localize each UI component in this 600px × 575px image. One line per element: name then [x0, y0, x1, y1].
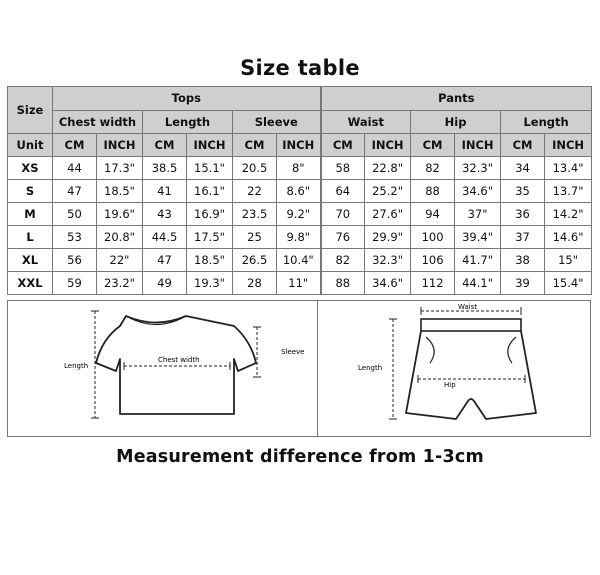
table-cell: 37"	[455, 203, 501, 226]
table-cell: 27.6"	[365, 203, 411, 226]
unit-header: INCH	[187, 134, 233, 157]
measure-header: Length	[501, 110, 592, 134]
table-cell: 59	[53, 272, 97, 295]
tops-diagram	[7, 300, 318, 437]
table-cell: 39	[501, 272, 545, 295]
table-cell: 47	[53, 180, 97, 203]
table-row	[8, 203, 592, 226]
table-cell: 26.5	[233, 249, 277, 272]
table-cell: 15"	[545, 249, 592, 272]
tops-length-label: Length	[64, 362, 89, 370]
pants-hip-label: Hip	[444, 381, 456, 389]
unit-header: INCH	[277, 134, 321, 157]
table-cell: 41.7"	[455, 249, 501, 272]
table-cell: 15.1"	[187, 157, 233, 180]
table-cell: 44.5	[143, 226, 187, 249]
unit-header: CM	[233, 134, 277, 157]
measurement-note: Measurement difference from 1-3cm	[116, 447, 484, 467]
shirt-outline	[96, 316, 256, 414]
table-cell: 11"	[277, 272, 321, 295]
table-cell: 8"	[277, 157, 321, 180]
category-header-row	[8, 87, 592, 111]
table-cell: 112	[411, 272, 455, 295]
table-cell: 82	[321, 249, 365, 272]
table-cell: 19.6"	[97, 203, 143, 226]
table-row	[8, 249, 592, 272]
unit-header: CM	[411, 134, 455, 157]
table-cell: 36	[501, 203, 545, 226]
measure-header: Sleeve	[233, 110, 321, 134]
table-row	[8, 157, 592, 180]
table-cell: 38	[501, 249, 545, 272]
table-cell: 94	[411, 203, 455, 226]
size-header: Size	[8, 87, 53, 134]
size-table	[7, 86, 592, 295]
page-title: Size table	[240, 56, 360, 80]
tops-chest-label: Chest width	[158, 356, 200, 364]
table-cell: 34	[501, 157, 545, 180]
measure-header: Waist	[321, 110, 411, 134]
size-label: S	[8, 180, 53, 203]
table-cell: 14.2"	[545, 203, 592, 226]
table-cell: 13.7"	[545, 180, 592, 203]
measure-header: Hip	[411, 110, 501, 134]
table-cell: 76	[321, 226, 365, 249]
unit-header: CM	[53, 134, 97, 157]
pants-waist-label: Waist	[458, 303, 478, 311]
table-cell: 34.6"	[455, 180, 501, 203]
tops-header: Tops	[53, 87, 321, 111]
table-cell: 82	[411, 157, 455, 180]
table-cell: 23.2"	[97, 272, 143, 295]
size-label: L	[8, 226, 53, 249]
shorts-waistband	[421, 319, 521, 331]
table-cell: 32.3"	[365, 249, 411, 272]
table-cell: 19.3"	[187, 272, 233, 295]
table-cell: 32.3"	[455, 157, 501, 180]
table-cell: 18.5"	[97, 180, 143, 203]
t-shirt-illustration	[8, 301, 319, 438]
table-cell: 22.8"	[365, 157, 411, 180]
measure-header-row	[8, 110, 592, 134]
unit-label: Unit	[8, 134, 53, 157]
table-cell: 50	[53, 203, 97, 226]
pants-length-label: Length	[358, 364, 383, 372]
table-cell: 41	[143, 180, 187, 203]
shorts-outline	[406, 331, 536, 419]
unit-header: CM	[143, 134, 187, 157]
table-cell: 13.4"	[545, 157, 592, 180]
unit-header: CM	[501, 134, 545, 157]
table-cell: 39.4"	[455, 226, 501, 249]
table-cell: 38.5	[143, 157, 187, 180]
size-label: XS	[8, 157, 53, 180]
table-cell: 28	[233, 272, 277, 295]
table-cell: 8.6"	[277, 180, 321, 203]
table-cell: 18.5"	[187, 249, 233, 272]
table-cell: 100	[411, 226, 455, 249]
table-cell: 44.1"	[455, 272, 501, 295]
table-cell: 58	[321, 157, 365, 180]
table-row	[8, 180, 592, 203]
size-label: M	[8, 203, 53, 226]
table-row	[8, 226, 592, 249]
pants-header: Pants	[321, 87, 592, 111]
table-cell: 43	[143, 203, 187, 226]
shorts-illustration	[318, 301, 592, 438]
table-cell: 22	[233, 180, 277, 203]
table-cell: 47	[143, 249, 187, 272]
table-row	[8, 272, 592, 295]
table-cell: 29.9"	[365, 226, 411, 249]
tops-sleeve-label: Sleeve	[281, 348, 305, 356]
measure-header: Length	[143, 110, 233, 134]
table-cell: 34.6"	[365, 272, 411, 295]
table-cell: 17.5"	[187, 226, 233, 249]
table-cell: 22"	[97, 249, 143, 272]
unit-header: INCH	[97, 134, 143, 157]
table-cell: 37	[501, 226, 545, 249]
table-cell: 10.4"	[277, 249, 321, 272]
unit-header: INCH	[455, 134, 501, 157]
unit-header: INCH	[365, 134, 411, 157]
measure-header: Chest width	[53, 110, 143, 134]
table-cell: 106	[411, 249, 455, 272]
table-cell: 49	[143, 272, 187, 295]
table-cell: 16.1"	[187, 180, 233, 203]
table-cell: 88	[411, 180, 455, 203]
table-cell: 16.9"	[187, 203, 233, 226]
unit-header: INCH	[545, 134, 592, 157]
table-cell: 17.3"	[97, 157, 143, 180]
unit-header: CM	[321, 134, 365, 157]
table-cell: 25.2"	[365, 180, 411, 203]
table-cell: 9.8"	[277, 226, 321, 249]
table-cell: 20.8"	[97, 226, 143, 249]
table-cell: 25	[233, 226, 277, 249]
table-cell: 56	[53, 249, 97, 272]
table-cell: 44	[53, 157, 97, 180]
table-cell: 14.6"	[545, 226, 592, 249]
table-cell: 70	[321, 203, 365, 226]
table-cell: 53	[53, 226, 97, 249]
size-label: XXL	[8, 272, 53, 295]
table-cell: 23.5	[233, 203, 277, 226]
table-cell: 35	[501, 180, 545, 203]
unit-row	[8, 134, 592, 157]
table-cell: 88	[321, 272, 365, 295]
table-cell: 15.4"	[545, 272, 592, 295]
table-cell: 9.2"	[277, 203, 321, 226]
size-label: XL	[8, 249, 53, 272]
table-cell: 20.5	[233, 157, 277, 180]
table-cell: 64	[321, 180, 365, 203]
pants-diagram	[317, 300, 591, 437]
